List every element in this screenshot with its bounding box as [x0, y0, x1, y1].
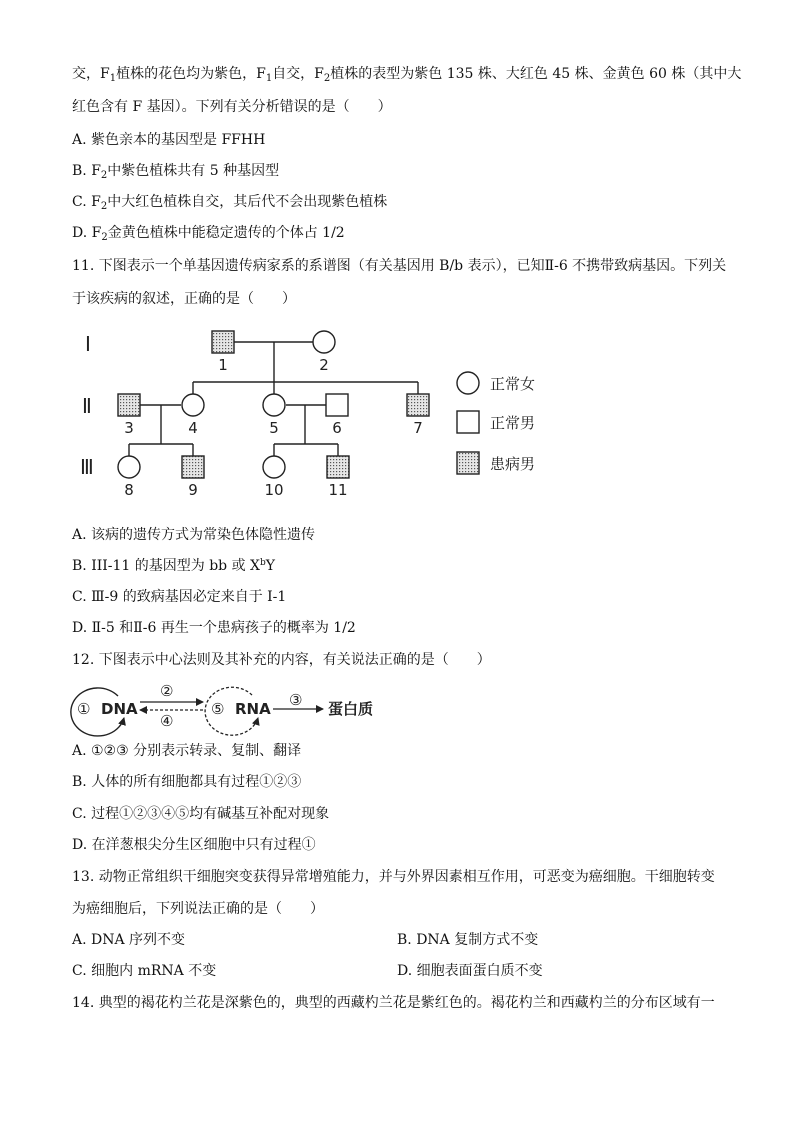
legend-affected-male-symbol [457, 452, 479, 474]
q11-option-b: B. III-11 的基因型为 bb 或 $X^bY$ [72, 558, 276, 574]
pedigree-III-10-normal-female [263, 456, 285, 478]
q12-option-d: D. 在洋葱根尖分生区细胞中只有过程① [72, 837, 316, 853]
legend-normal-female-label: 正常女 [490, 375, 536, 393]
rna-label: RNA [235, 700, 271, 718]
legend-normal-male-symbol [457, 411, 479, 433]
pedigree-id-1: 1 [218, 356, 228, 374]
rna-replication-loop [205, 687, 258, 735]
q10-stem-line1: 交，$F_1$植株的花色均为紫色，$F_1$自交，$F_2$植株的表型为紫色 135 株、大红色 45 株、金黄色 60 株（其中大 [72, 66, 742, 84]
q12-stem-line1: 12. 下图表示中心法则及其补充的内容，有关说法正确的是（ ） [72, 652, 491, 668]
q11-stem-line1: 11. 下图表示一个单基因遗传病家系的系谱图（有关基因用 B/b 表示），已知Ⅱ-6 不携带致病基因。下列关 [72, 258, 727, 274]
pedigree-II-3-affected-male [118, 394, 140, 416]
pedigree-II-6-normal-male [326, 394, 348, 416]
pedigree-id-3: 3 [124, 419, 134, 437]
pedigree-II-4-normal-female [182, 394, 204, 416]
q13-stem-line1: 13. 动物正常组织干细胞突变获得异常增殖能力，并与外界因素相互作用，可恶变为癌细胞。干细胞转变 [72, 869, 715, 885]
legend-normal-male-label: 正常男 [490, 414, 536, 432]
q11-option-a: A. 该病的遗传方式为常染色体隐性遗传 [72, 527, 316, 543]
process-label-1: ① [77, 700, 91, 718]
pedigree-id-6: 6 [332, 419, 342, 437]
q13-option-b: B. DNA 复制方式不变 [397, 932, 539, 948]
pedigree-III-11-affected-male [327, 456, 349, 478]
process-label-5: ⑤ [211, 700, 225, 718]
q14-stem-line1: 14. 典型的褐花杓兰花是深紫色的，典型的西藏杓兰花是紫红色的。褐花杓兰和西藏杓兰的分布区域有一 [72, 995, 715, 1011]
generation-label-3: Ⅲ [80, 455, 94, 479]
pedigree-id-8: 8 [124, 481, 134, 499]
pedigree-id-9: 9 [188, 481, 198, 499]
q11-stem-line2: 于该疾病的叙述，正确的是（ ） [72, 291, 296, 307]
q12-option-a: A. ①②③ 分别表示转录、复制、翻译 [72, 743, 302, 759]
q10-stem-line2: 红色含有 F 基因）。下列有关分析错误的是（ ） [72, 99, 392, 115]
pedigree-II-5-normal-female [263, 394, 285, 416]
pedigree-I-1-affected-male [212, 331, 234, 353]
q13-stem-line2: 为癌细胞后，下列说法正确的是（ ） [72, 901, 324, 917]
protein-label: 蛋白质 [328, 700, 374, 718]
pedigree-id-10: 10 [264, 481, 284, 499]
pedigree-II-7-affected-male [407, 394, 429, 416]
pedigree-id-5: 5 [269, 419, 279, 437]
q13-option-a: A. DNA 序列不变 [72, 932, 186, 948]
q10-option-c: C. $F_2$中大红色植株自交，其后代不会出现紫色植株 [72, 194, 388, 212]
process-label-4: ④ [160, 712, 174, 730]
q10-option-d: D. $F_2$金黄色植株中能稳定遗传的个体占 1/2 [72, 225, 345, 243]
generation-label-1: Ⅰ [85, 332, 91, 356]
dna-label: DNA [101, 700, 138, 718]
q11-option-c: C. Ⅲ-9 的致病基因必定来自于 I-1 [72, 589, 287, 605]
process-label-2: ② [160, 682, 174, 700]
generation-label-2: Ⅱ [82, 394, 92, 418]
pedigree-III-9-affected-male [182, 456, 204, 478]
pedigree-I-2-normal-female [313, 331, 335, 353]
q10-option-a: A. 紫色亲本的基因型是 FFHH [72, 132, 266, 148]
pedigree-id-4: 4 [188, 419, 198, 437]
process-label-3: ③ [289, 691, 303, 709]
q11-option-d: D. Ⅱ-5 和Ⅱ-6 再生一个患病孩子的概率为 1/2 [72, 620, 356, 636]
pedigree-id-7: 7 [413, 419, 423, 437]
q13-option-c: C. 细胞内 mRNA 不变 [72, 963, 217, 979]
pedigree-III-8-normal-female [118, 456, 140, 478]
q10-option-b: B. $F_2$中紫色植株共有 5 种基因型 [72, 163, 280, 181]
dna-replication-loop [71, 688, 124, 736]
q12-option-c: C. 过程①②③④⑤均有碱基互补配对现象 [72, 806, 330, 822]
pedigree-id-11: 11 [328, 481, 348, 499]
q12-option-b: B. 人体的所有细胞都具有过程①②③ [72, 774, 302, 790]
legend-affected-male-label: 患病男 [490, 455, 536, 473]
legend-normal-female-symbol [457, 372, 479, 394]
q13-option-d: D. 细胞表面蛋白质不变 [397, 963, 543, 979]
pedigree-id-2: 2 [319, 356, 329, 374]
